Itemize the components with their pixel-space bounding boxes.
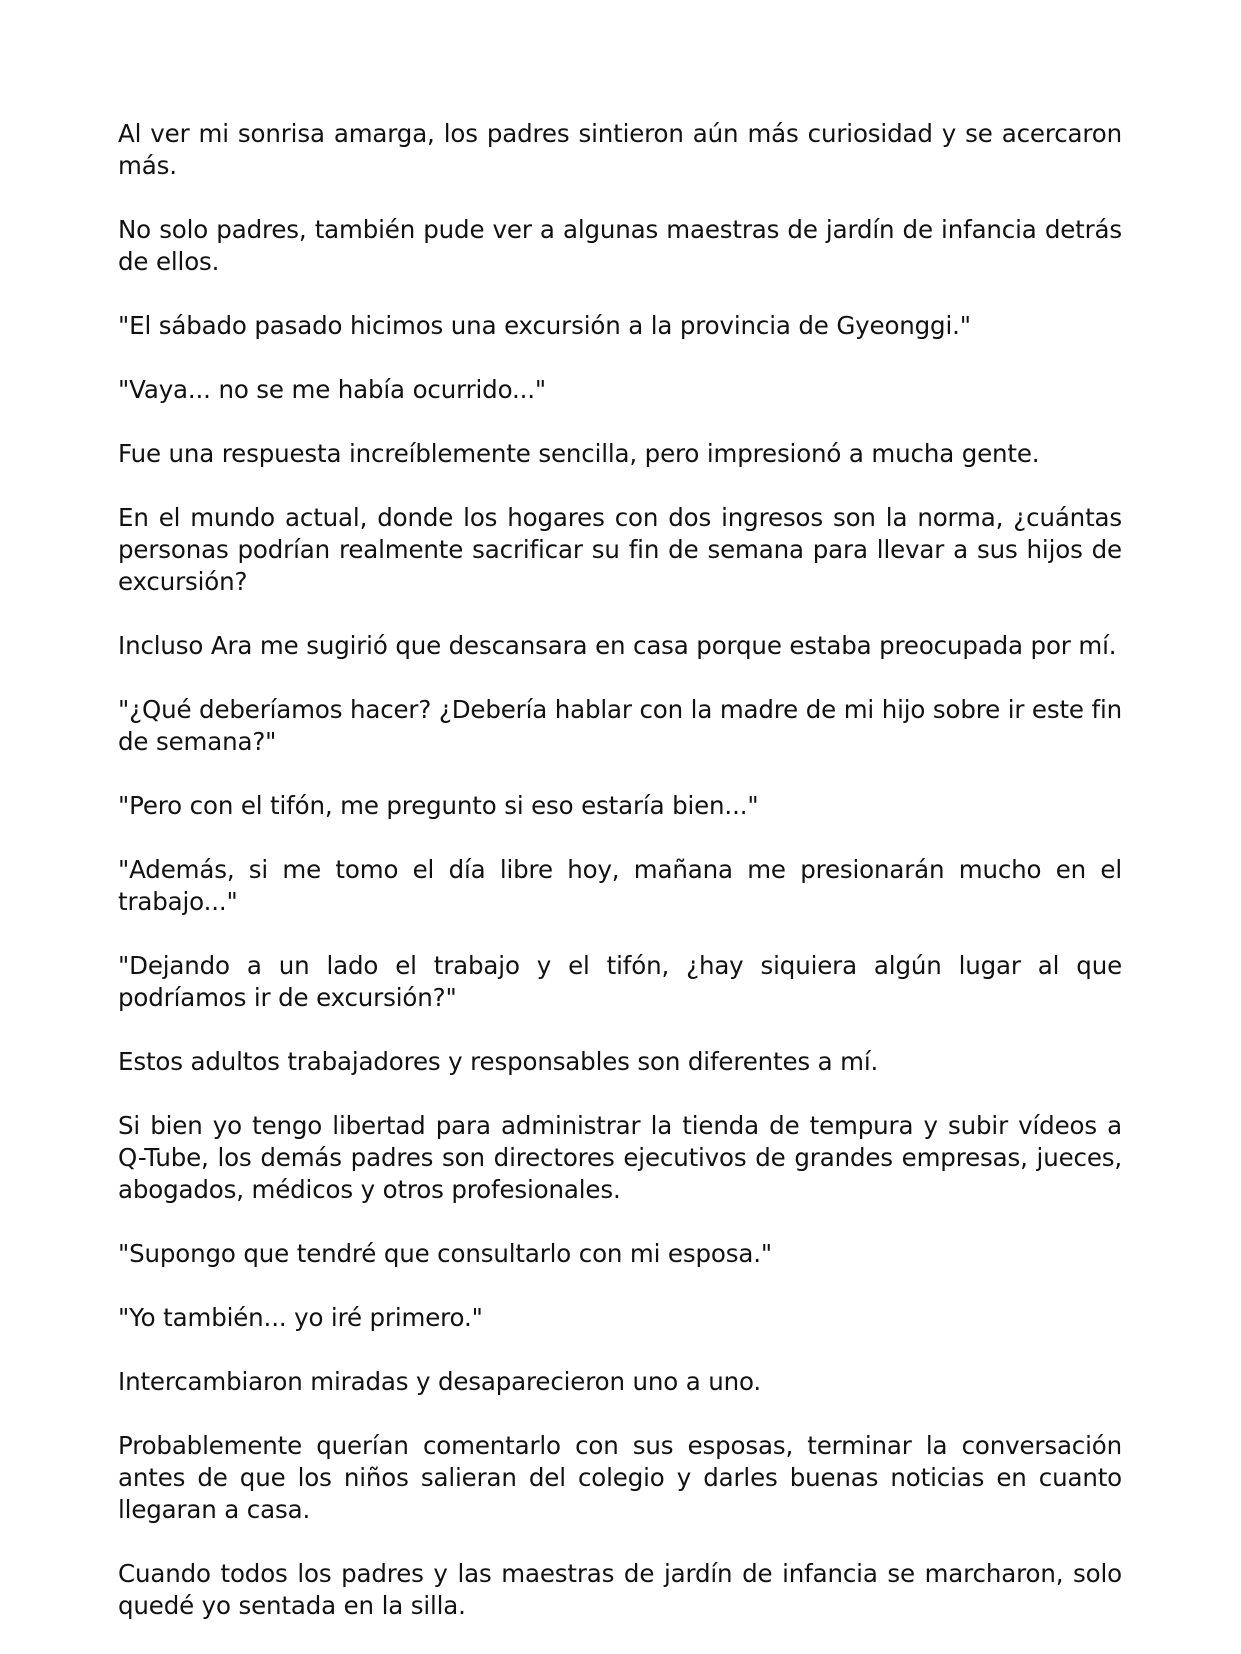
paragraph: Fue una respuesta increíblemente sencilla, pero impresionó a mucha gente. xyxy=(118,439,1040,468)
paragraph: Incluso Ara me sugirió que descansara en casa porque estaba preocupada por mí. xyxy=(118,631,1117,660)
paragraph: "Pero con el tifón, me pregunto si eso estaría bien..." xyxy=(118,791,759,820)
paragraph: Al ver mi sonrisa amarga, los padres sintieron aún más curiosidad y se acercaron más. xyxy=(118,119,1122,180)
paragraph: "Dejando a un lado el trabajo y el tifón, ¿hay siquiera algún lugar al que podríamos ir de excursión?" xyxy=(118,951,1122,1012)
paragraph: Estos adultos trabajadores y responsables son diferentes a mí. xyxy=(118,1047,879,1076)
paragraph: Intercambiaron miradas y desaparecieron uno a uno. xyxy=(118,1367,761,1396)
paragraph: Probablemente querían comentarlo con sus esposas, terminar la conversación antes de que los niños salieran del colegio y darles buenas noticias en cuanto llegaran a casa. xyxy=(118,1431,1122,1524)
paragraph: En el mundo actual, donde los hogares con dos ingresos son la norma, ¿cuántas personas podrían realmente sacrificar su fin de semana para llevar a sus hijos de excursión? xyxy=(118,503,1122,596)
paragraph: Si bien yo tengo libertad para administrar la tienda de tempura y subir vídeos a Q-Tube, los demás padres son directores ejecutivos de grandes empresas, jueces, abogados, médicos y otros profesionales. xyxy=(118,1111,1122,1204)
paragraph: Cuando todos los padres y las maestras de jardín de infancia se marcharon, solo quedé yo sentada en la silla. xyxy=(118,1559,1122,1620)
paragraph: "Además, si me tomo el día libre hoy, mañana me presionarán mucho en el trabajo..." xyxy=(118,855,1122,916)
paragraph: "¿Qué deberíamos hacer? ¿Debería hablar con la madre de mi hijo sobre ir este fin de semana?" xyxy=(118,695,1122,756)
paragraph: "Vaya... no se me había ocurrido..." xyxy=(118,375,547,404)
paragraph: "Supongo que tendré que consultarlo con mi esposa." xyxy=(118,1239,772,1268)
paragraph: "Yo también... yo iré primero." xyxy=(118,1303,483,1332)
paragraph: No solo padres, también pude ver a algunas maestras de jardín de infancia detrás de ellos. xyxy=(118,215,1122,276)
paragraph: "El sábado pasado hicimos una excursión a la provincia de Gyeonggi." xyxy=(118,311,971,340)
text-column xyxy=(118,118,1122,1654)
